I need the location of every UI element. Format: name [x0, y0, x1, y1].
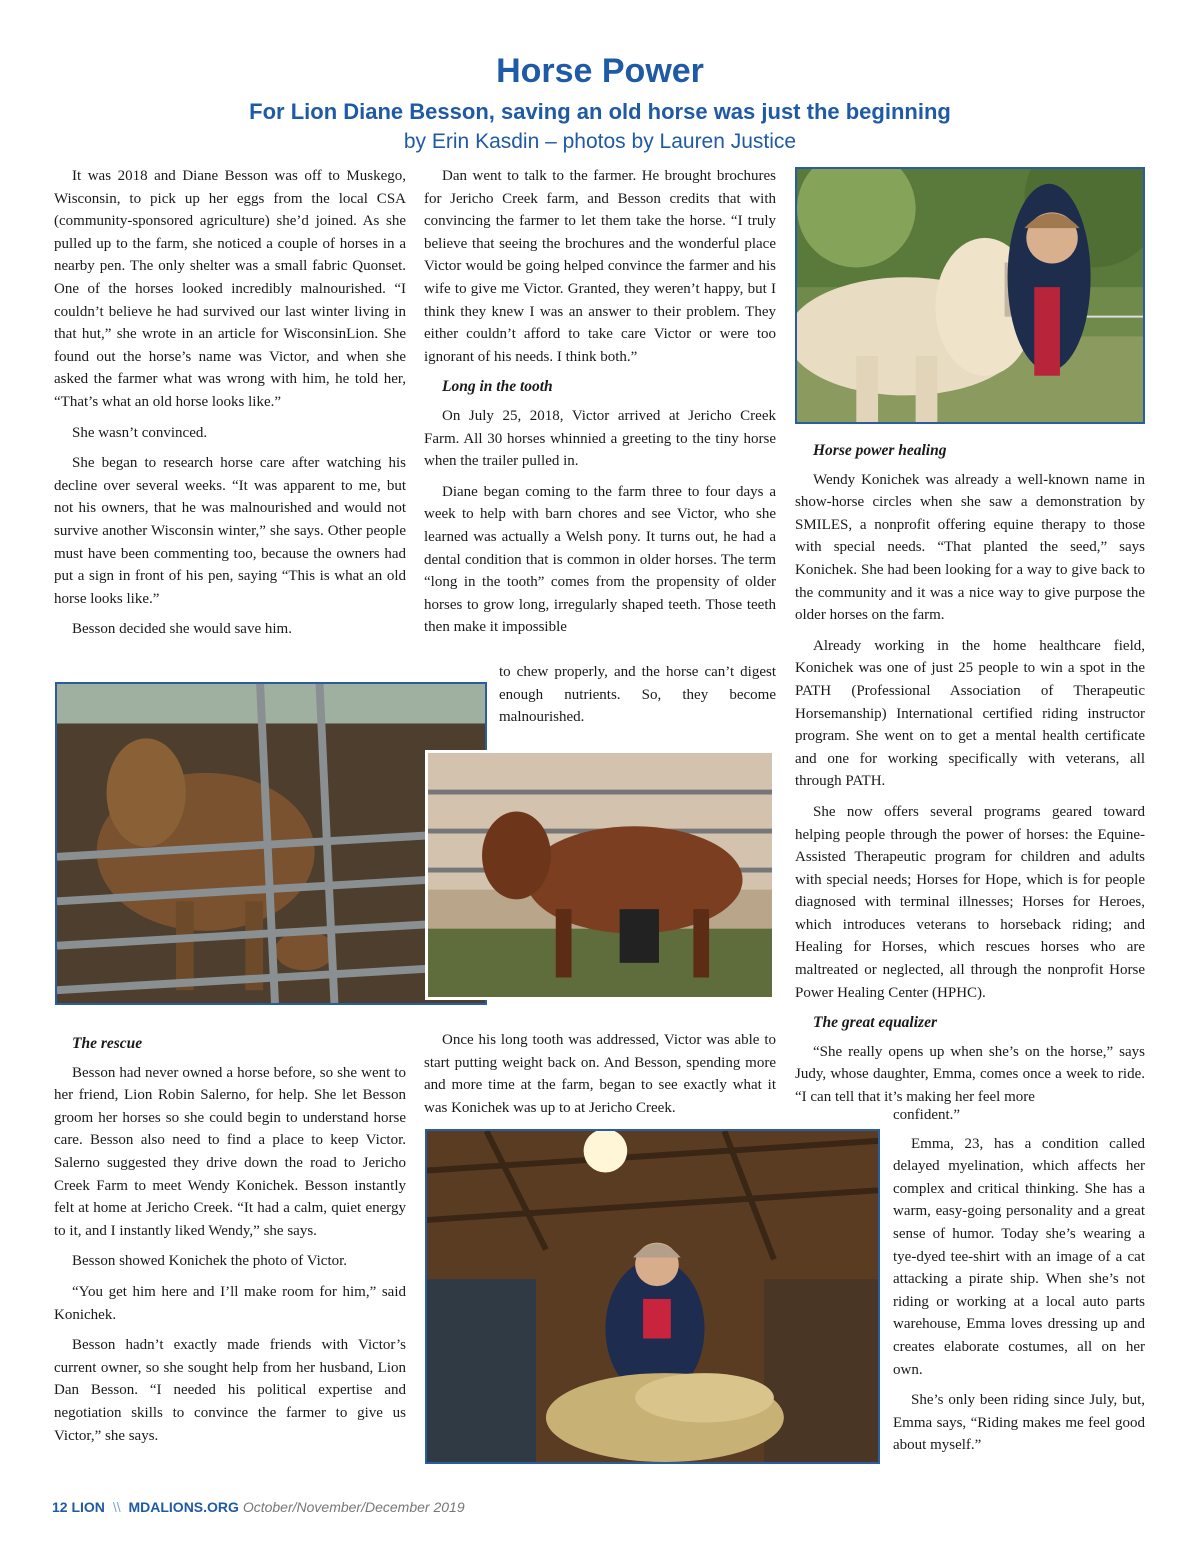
- section-heading-long-in-the-tooth: Long in the tooth: [442, 378, 553, 396]
- paragraph: It was 2018 and Diane Besson was off to Muskego, Wisconsin, to pick up her eggs from the local CSA (community-sponsored agriculture) she’d joined. As she pulled up to the farm, she noticed a couple of horses in a nearby pen. The only shelter was a small fabric Quonset. One of the horses looked incredibly malnourished. “I couldn’t believe he had survived our last winter living in that hut,” she wrote in an article for WisconsinLion. She found out the horse’s name was Victor, and when she asked the farmer what was wrong with him, he told her, “That’s what an old horse looks like.”: [54, 168, 406, 410]
- photo-victor-malnourished: [55, 682, 487, 1005]
- section-heading-the-rescue: The rescue: [72, 1035, 143, 1052]
- paragraph: She began to research horse care after watching his decline over several weeks. “It was apparent to me, but not his owners, that he was malnourished and would not survive another Wisconsin winter,” she says. Other people must have been commenting too, because the owners had put a sign in front of his pen, saying “This is what an old horse looks like.”: [54, 455, 406, 607]
- magazine-name: LION: [71, 1499, 105, 1515]
- paragraph: Besson had never owned a horse before, so she went to her friend, Lion Robin Salerno, for help. She let Besson groom her horses so she could begin to understand horse care. Besson also need to find a place to keep Victor. Salerno suggested they drive down the road to Jericho Creek Farm to meet Wendy Konichek. Besson instantly felt at home at Jericho Creek. “It had a calm, quiet energy to it, and I instantly liked Wendy,” she says.: [54, 1064, 406, 1239]
- paragraph: Diane began coming to the farm three to four days a week to help with barn chores and see Victor, who she learned was actually a Welsh pony. It turns out, he had a dental condition that is common in older horses. The term “long in the tooth” comes from the propensity of older horses to grow long, irregularly shaped teeth. Those teeth then make it impossible: [424, 483, 776, 636]
- byline: by Erin Kasdin – photos by Lauren Justice: [403, 130, 797, 153]
- column-1-top: [54, 165, 406, 649]
- page-number: 12: [52, 1499, 68, 1515]
- footer-separator: \\: [112, 1499, 121, 1515]
- paragraph: She wasn’t convinced.: [72, 424, 208, 441]
- paragraph: She now offers several programs geared toward helping people through the power of horses: the Equine-Assisted Therapeutic program for children and adults with special needs; Horses for Hope, which is for people diagnosed with terminal illnesses; Horses for Heroes, which introduces veterans to horseback riding; and Healing for Horses, which rescues horses who are maltreated or neglected, all through the nonprofit Horse Power Healing Center (HPHC).: [795, 803, 1145, 1001]
- photo-victor-malnourished-image: [57, 684, 485, 1003]
- column-3-wrap: [893, 1104, 1145, 1465]
- photo-besson-with-horse-image: [797, 169, 1143, 422]
- paragraph: Once his long tooth was addressed, Victor was able to start putting weight back on. And Besson, spending more and more time at the farm, began to see exactly what it was Konichek was up to at Jericho Creek.: [424, 1032, 776, 1116]
- paragraph: Emma, 23, has a condition called delayed myelination, which affects her complex and critical thinking. She has a warm, easy-going personality and a great sense of humor. Today she’s wearing a tye-dyed tee-shirt with an image of a cat attacking a pirate ship. When she’s not riding or working at a local auto parts warehouse, Emma loves dressing up and creates elaborate costumes, all on her own.: [893, 1135, 1145, 1378]
- paragraph: Besson showed Konichek the photo of Victor.: [72, 1253, 348, 1270]
- column-2-top: [424, 165, 776, 639]
- paragraph: Dan went to talk to the farmer. He brought brochures for Jericho Creek farm, and Besson credits that with convincing the farmer to let them take the horse. “I truly believe that seeing the brochures and the wonderful place Victor would be going helped convince the farmer and his wife to give me Victor. Granted, they weren’t happy, but I think they knew I was an answer to their problem. They either couldn’t afford to take care Victor or were too ignorant of his needs. I think both.”: [424, 168, 776, 365]
- issue-date: October/November/December 2019: [242, 1499, 465, 1515]
- column-2-bottom: [424, 1029, 776, 1127]
- paragraph: Besson hadn’t exactly made friends with Victor’s current owner, so she sought help from her husband, Lion Dan Besson. “I needed his political expertise and negotiation skills to convince the farmer to give us Victor,” she says.: [54, 1337, 406, 1444]
- paragraph: She’s only been riding since July, but, Emma says, “Riding makes me feel good about myself.”: [893, 1392, 1145, 1454]
- section-heading-horse-power-healing: Horse power healing: [813, 442, 947, 459]
- paragraph: Besson decided she would save him.: [72, 621, 292, 638]
- paragraph: “You get him here and I’ll make room for him,” said Konichek.: [54, 1283, 406, 1323]
- photo-besson-with-horse: [795, 167, 1145, 424]
- section-heading-great-equalizer: The great equalizer: [813, 1014, 937, 1032]
- paragraph: to chew properly, and the horse can’t digest enough nutrients. So, they become malnourished.: [499, 664, 776, 726]
- column-3: [795, 436, 1145, 1109]
- paragraph: confident.”: [893, 1107, 961, 1123]
- photo-victor-recovered-image: [428, 753, 772, 997]
- paragraph: On July 25, 2018, Victor arrived at Jericho Creek Farm. All 30 horses whinnied a greeting to the tiny horse when the trailer pulled in.: [424, 407, 776, 470]
- paragraph: “She really opens up when she’s on the horse,” says Judy, whose daughter, Emma, comes once a week to ride. “I can tell that it’s making her feel more: [795, 1043, 1145, 1106]
- paragraph: Already working in the home healthcare field, Konichek was one of just 25 people to win a spot in the PATH (Professional Association of Therapeutic Horsemanship) International certified riding instructor program. She went on to get a mental health certificate and one for working specifically with veterans, all through PATH.: [795, 637, 1145, 790]
- column-2-wrap: [499, 661, 776, 737]
- photo-barn-hay-image: [427, 1131, 878, 1462]
- column-1-bottom: [54, 1029, 406, 1455]
- article-title: Horse Power: [496, 52, 704, 90]
- photo-barn-hay: [425, 1129, 880, 1464]
- photo-victor-recovered: [425, 750, 775, 1000]
- paragraph: Wendy Konichek was already a well-known name in show-horse circles when she saw a demonstration by SMILES, a nonprofit offering equine therapy to those with special needs. “That planted the seed,” says Konichek. She had been looking for a way to give back to the community and it was a nice way to give purpose the older horses on the farm.: [795, 471, 1145, 624]
- page-footer: [52, 1499, 465, 1515]
- article-subtitle: For Lion Diane Besson, saving an old horse was just the beginning: [249, 99, 951, 124]
- website: MDALIONS.ORG: [128, 1499, 239, 1515]
